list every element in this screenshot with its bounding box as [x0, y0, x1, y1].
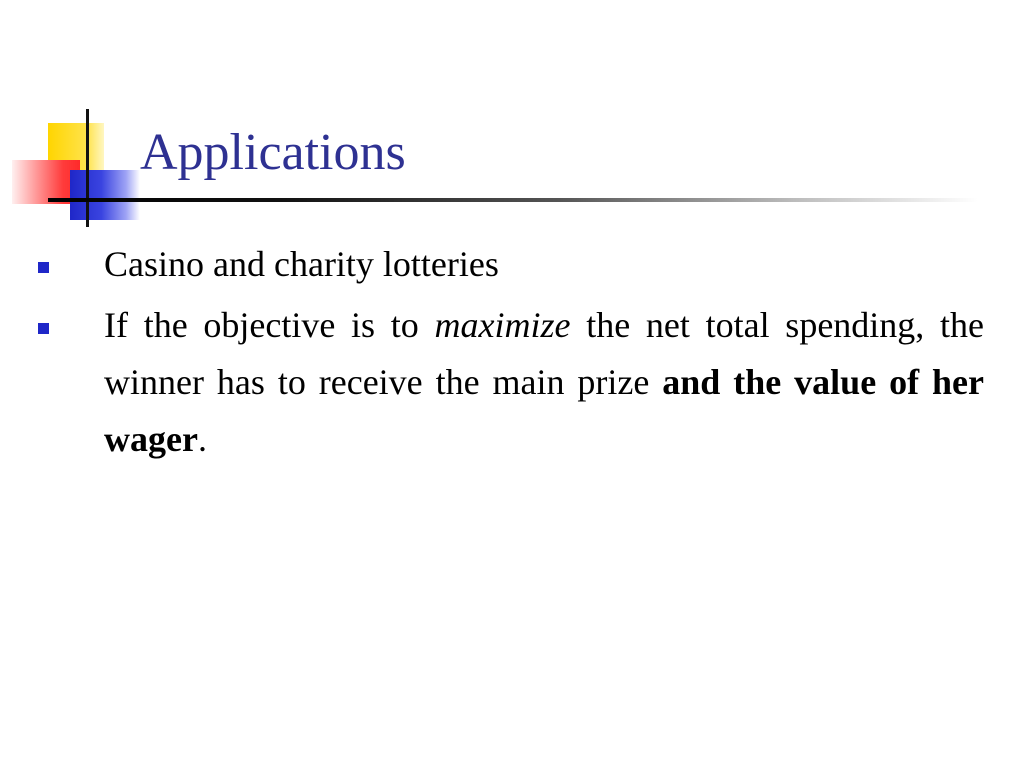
decorative-squares-logo-icon: [10, 105, 140, 230]
bullet-text-part: .: [197, 419, 207, 459]
bullet-text-bold: and the value of her wager: [104, 362, 984, 459]
bullet-text-part: If the objective is to: [104, 305, 435, 345]
square-bullet-icon: [38, 323, 49, 334]
slide-title: Applications: [140, 124, 406, 181]
blue-square-icon: [70, 170, 140, 220]
title-underline: [48, 198, 978, 202]
list-item: [0, 297, 1024, 468]
vertical-line: [86, 109, 89, 227]
bullet-text-emphasis: maximize: [434, 305, 571, 345]
bullet-text: [104, 297, 984, 468]
list-item: [0, 236, 1024, 293]
bullet-text-part: the net total spending, the winner has to receive the main prize: [104, 305, 984, 402]
bullet-list: [0, 236, 1024, 468]
bullet-text-content: Casino and charity lotteries: [104, 244, 499, 284]
square-bullet-icon: [38, 262, 49, 273]
bullet-text: [104, 236, 984, 293]
